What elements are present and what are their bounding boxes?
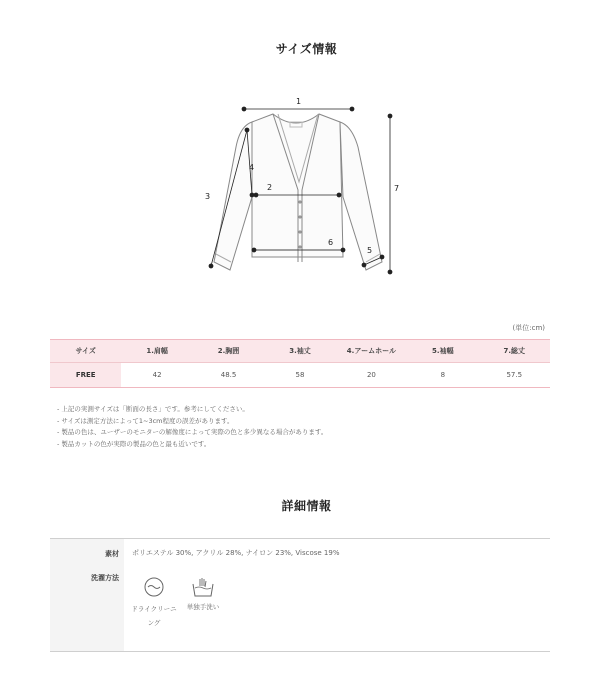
table-cell: 42 <box>121 363 192 388</box>
table-row <box>50 363 550 388</box>
dry-clean-label: ドライクリーニング <box>131 605 177 627</box>
dim-label-2: 2 <box>267 183 273 192</box>
hand-wash-icon <box>191 576 215 598</box>
col-header-armhole: 4.アームホール <box>336 340 407 363</box>
dim-label-4: 4 <box>249 163 255 172</box>
col-header-size: サイズ <box>50 340 121 363</box>
size-notes <box>57 404 327 450</box>
col-header-shoulder: 1.肩幅 <box>121 340 192 363</box>
material-value: ポリエステル 30%, アクリル 28%, ナイロン 23%, Viscose 19% <box>132 549 340 557</box>
dim-label-7: 7 <box>394 184 400 193</box>
note-item: - 製品の色は、ユーザーのモニターの解像度によって実際の色と多少異なる場合があります。 <box>57 428 328 436</box>
dim-label-6: 6 <box>328 238 334 247</box>
dim-label-3: 3 <box>205 192 211 201</box>
table-cell: 20 <box>336 363 407 388</box>
note-item: - 上記の実測サイズは「断面の長さ」です。参考にしてください。 <box>57 405 249 413</box>
wash-method-dry-clean <box>130 576 178 630</box>
table-cell: 57.5 <box>479 363 550 388</box>
cardigan-size-diagram <box>200 92 415 282</box>
size-table <box>50 339 550 388</box>
note-item: - サイズは測定方法によって1~3cm程度の誤差があります。 <box>57 416 234 425</box>
size-info-title: サイズ情報 <box>275 42 338 56</box>
col-header-total-length: 7.総丈 <box>479 340 550 363</box>
table-cell: 8 <box>407 363 478 388</box>
dim-label-5: 5 <box>367 246 373 255</box>
dim-label-1: 1 <box>296 97 302 106</box>
size-table-header-row <box>50 340 550 363</box>
washing-label: 洗濯方法 <box>91 574 119 582</box>
col-header-sleeve-length: 3.袖丈 <box>264 340 335 363</box>
table-cell: 58 <box>264 363 335 388</box>
unit-note: (単位:cm) <box>512 324 545 332</box>
cardigan-illustration <box>200 92 415 282</box>
wash-method-hand-wash <box>183 576 223 611</box>
detail-info-table <box>50 538 550 652</box>
table-cell: 48.5 <box>193 363 264 388</box>
table-cell: FREE <box>50 363 121 388</box>
detail-info-title: 詳細情報 <box>281 499 332 513</box>
col-header-sleeve-width: 5.袖幅 <box>407 340 478 363</box>
material-label: 素材 <box>105 550 119 558</box>
col-header-chest: 2.胸囲 <box>193 340 264 363</box>
hand-wash-label: 単独手洗い <box>186 603 220 611</box>
note-item: - 製品カットの色が実際の製品の色と最も近いです。 <box>57 439 211 448</box>
dry-clean-icon <box>143 576 165 598</box>
